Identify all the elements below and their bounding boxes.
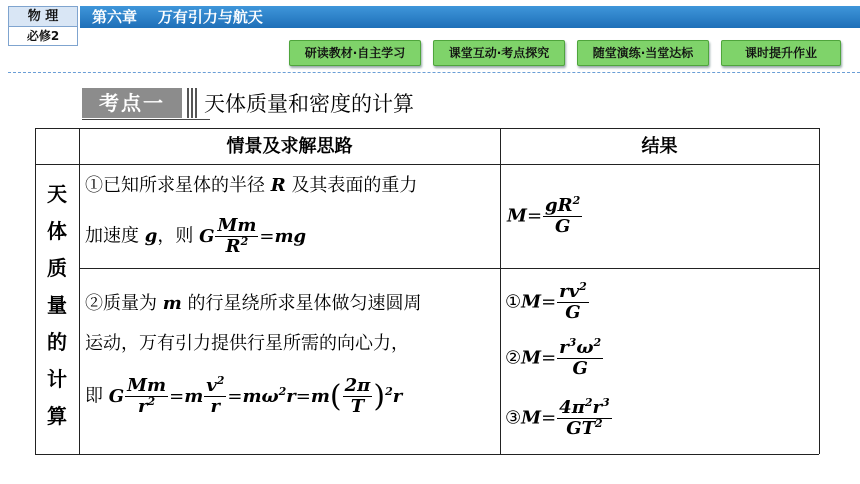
case2-line3: 即 G $\frac{Mm}{r^2}$ =m $\frac{v^2}{r}$ $=m\omega^2r=m$( $\frac{2\pi}{T}$ )$^2$r xyxy=(85,374,403,417)
case1-line2: 加速度 g，则 G $\frac{Mm}{R^2}$ =mg xyxy=(85,215,307,257)
chapter-title: 第六章 万有引力与航天 xyxy=(92,8,263,26)
case2-result-1: ①M= $\frac{rv^2}{G}$ xyxy=(505,280,587,323)
case2-result-2: ②M= $\frac{r^3\omega^2}{G}$ xyxy=(505,336,602,379)
case1-line1: ①已知所求星体的半径 R 及其表面的重力 xyxy=(85,175,418,196)
header-result: 结果 xyxy=(641,136,678,157)
nav-button-study[interactable]: 研读教材·自主学习 xyxy=(289,40,421,66)
row-label-char: 的 xyxy=(47,330,67,354)
section-underline xyxy=(82,119,210,120)
nav-button-homework[interactable]: 课时提升作业 xyxy=(721,40,841,66)
header-scenario: 情景及求解思路 xyxy=(226,136,353,157)
row-label-char: 质 xyxy=(47,256,67,280)
nav-button-practice[interactable]: 随堂演练·当堂达标 xyxy=(577,40,709,66)
section-title: 天体质量和密度的计算 xyxy=(204,92,414,116)
nav-button-explore[interactable]: 课堂互动·考点探究 xyxy=(433,40,565,66)
row-label-char: 量 xyxy=(47,293,67,317)
row-label-char: 体 xyxy=(47,219,67,243)
row-label-char: 算 xyxy=(47,404,67,428)
section-badge: 考点一 xyxy=(82,88,182,118)
case2-line2: 运动，万有引力提供行星所需的向心力， xyxy=(85,333,409,354)
case1-result: M= $\frac{gR^2}{G}$ xyxy=(507,194,581,237)
row-label-vertical xyxy=(35,176,79,435)
case1-formula: G $\frac{Mm}{R^2}$ =mg xyxy=(199,215,307,257)
book-tab: 必修2 xyxy=(8,26,78,46)
case2-result-3: ③M= $\frac{4\pi^2r^3}{GT^2}$ xyxy=(505,396,610,439)
formula-table xyxy=(35,128,819,454)
chapter-bar xyxy=(80,6,860,28)
case2-formula: G $\frac{Mm}{r^2}$ =m $\frac{v^2}{r}$ $=m\omega^2r=m$( $\frac{2\pi}{T}$ )$^2$r xyxy=(108,374,403,417)
row-label-char: 天 xyxy=(47,182,67,206)
header-divider xyxy=(8,72,860,73)
case2-line1: ②质量为 m 的行星绕所求星体做匀速圆周 xyxy=(85,293,422,314)
section-badge-bars xyxy=(186,88,200,118)
row-label-char: 计 xyxy=(47,367,67,391)
subject-tab: 物 理 xyxy=(8,6,78,26)
